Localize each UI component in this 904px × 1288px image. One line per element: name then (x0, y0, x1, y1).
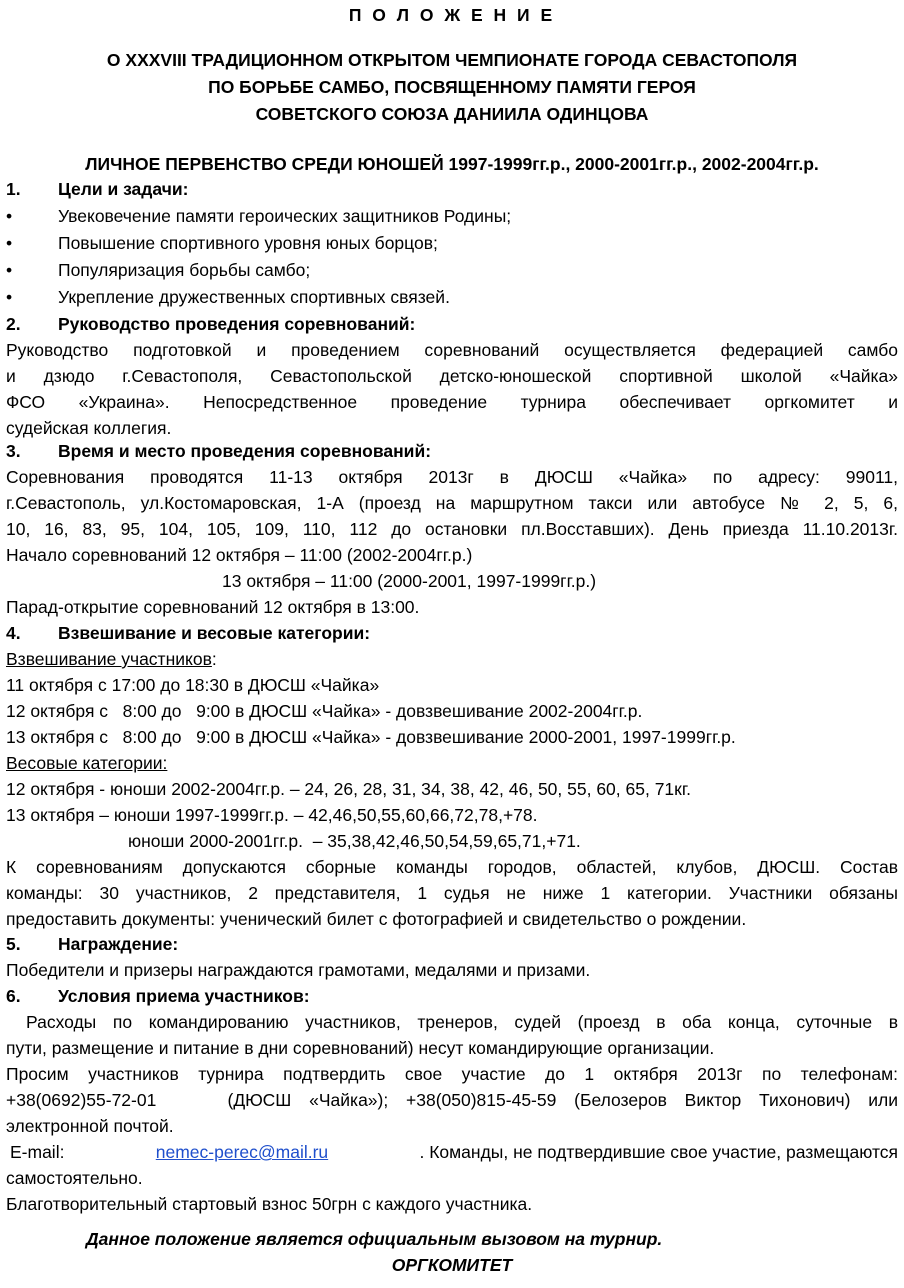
section-6-heading (6, 983, 898, 1009)
section-title: Взвешивание и весовые категории: (58, 623, 371, 643)
weigh-in-line: 13 октября с 8:00 до 9:00 в ДЮСШ «Чайка» - довзвешивание 2000-2001, 1997-1999гг.р. (6, 727, 736, 747)
list-item (6, 230, 898, 256)
weigh-in-line: 11 октября с 17:00 до 18:30 в ДЮСШ «Чайка» (6, 675, 380, 695)
fee-line: Благотворительный стартовый взнос 50грн с каждого участника. (6, 1194, 533, 1214)
paragraph-line: +38(0692)55-72-01 (ДЮСШ «Чайка»); +38(050)815-45-59 (Белозеров Виктор Тихонович) или (6, 1090, 898, 1110)
section-title: Цели и задачи: (58, 179, 189, 199)
list-item (6, 284, 898, 310)
email-prefix: E-mail: (10, 1142, 65, 1162)
list-item-text: Увековечение памяти героических защитников Родины; (58, 206, 512, 226)
weight-category-line: 13 октября – юноши 1997-1999гг.р. – 42,46,50,55,60,66,72,78,+78. (6, 805, 538, 825)
section-title: Руководство проведения соревнований: (58, 314, 416, 334)
bullet-icon: • (6, 206, 13, 226)
section-number: 1. (6, 179, 21, 199)
section-number: 5. (6, 934, 21, 954)
paragraph-line: судейская коллегия. (6, 418, 172, 438)
section-4-heading (6, 620, 898, 646)
email-line (10, 1139, 898, 1165)
weigh-in-line: 12 октября с 8:00 до 9:00 в ДЮСШ «Чайка» - довзвешивание 2002-2004гг.р. (6, 701, 643, 721)
parade-line: Парад-открытие соревнований 12 октября в 13:00. (6, 597, 420, 617)
footer-org: ОРГКОМИТЕТ (391, 1255, 513, 1275)
paragraph-line: 10, 16, 83, 95, 104, 105, 109, 110, 112 до остановки пл.Восставших). День приезда 11.10.2013г. (6, 519, 898, 539)
weight-categories-label: Весовые категории: (6, 753, 168, 773)
section-number: 4. (6, 623, 21, 643)
paragraph-line: К соревнованиям допускаются сборные команды городов, областей, клубов, ДЮСШ. Состав (6, 857, 898, 877)
start-time-line: Начало соревнований 12 октября – 11:00 (2002-2004гг.р.) (6, 545, 473, 565)
weigh-in-label (6, 646, 898, 672)
footer-note: Данное положение является официальным вызовом на турнир. (86, 1229, 663, 1249)
weigh-in-colon: : (211, 649, 217, 669)
paragraph-line: электронной почтой. (6, 1116, 174, 1136)
list-item (6, 203, 898, 229)
paragraph-line: г.Севастополь, ул.Костомаровская, 1-А (проезд на маршрутном такси или автобусе № 2, 5, 6, (6, 493, 898, 513)
list-item-text: Укрепление дружественных спортивных связей. (58, 287, 450, 307)
paragraph-line: команды: 30 участников, 2 представителя, 1 судья не ниже 1 категории. Участники обязаны (6, 883, 898, 903)
weight-category-line: юноши 2000-2001гг.р. – 35,38,42,46,50,54,59,65,71,+71. (128, 831, 581, 851)
section-3-heading (6, 438, 898, 464)
section-number: 3. (6, 441, 21, 461)
email-suffix: . Команды, не подтвердившие свое участие, размещаются (419, 1142, 898, 1162)
paragraph-line: ФСО «Украина». Непосредственное проведение турнира обеспечивает оргкомитет и (6, 392, 898, 412)
start-time-line-2: 13 октября – 11:00 (2000-2001, 1997-1999гг.р.) (222, 571, 597, 591)
section-2-heading (6, 311, 898, 337)
paragraph-line: и дзюдо г.Севастополя, Севастопольской детско-юношеской спортивной школой «Чайка» (6, 366, 898, 386)
list-item-text: Повышение спортивного уровня юных борцов; (58, 233, 438, 253)
bullet-icon: • (6, 233, 13, 253)
bullet-icon: • (6, 287, 13, 307)
subtitle-line-2: ПО БОРЬБЕ САМБО, ПОСВЯЩЕННОМУ ПАМЯТИ ГЕРОЯ (208, 77, 696, 97)
section-title: Условия приема участников: (58, 986, 310, 1006)
weight-category-line: 12 октября - юноши 2002-2004гг.р. – 24, 26, 28, 31, 34, 38, 42, 46, 50, 55, 60, 65, 71кг. (6, 779, 691, 799)
section-title: Награждение: (58, 934, 179, 954)
list-item-text: Популяризация борьбы самбо; (58, 260, 311, 280)
section-number: 2. (6, 314, 21, 334)
list-item (6, 257, 898, 283)
weigh-in-label-text: Взвешивание участников (6, 649, 212, 669)
section-number: 6. (6, 986, 21, 1006)
paragraph-line: Расходы по командированию участников, тренеров, судей (проезд в оба конца, суточные в (26, 1012, 898, 1032)
paragraph-line: самостоятельно. (6, 1168, 143, 1188)
document-page (6, 0, 898, 1288)
paragraph-line: пути, размещение и питание в дни соревнований) несут командирующие организации. (6, 1038, 715, 1058)
section-5-heading (6, 931, 898, 957)
paragraph-line: Победители и призеры награждаются грамотами, медалями и призами. (6, 960, 591, 980)
paragraph-line: предоставить документы: ученический билет с фотографией и свидетельство о рождении. (6, 909, 747, 929)
document-title: П О Л О Ж Е Н И Е (348, 5, 556, 25)
section-1-heading (6, 176, 898, 202)
championship-heading: ЛИЧНОЕ ПЕРВЕНСТВО СРЕДИ ЮНОШЕЙ 1997-1999гг.р., 2000-2001гг.р., 2002-2004гг.р. (85, 154, 819, 174)
section-title: Время и место проведения соревнований: (58, 441, 432, 461)
subtitle-line-1: О XXXVIII ТРАДИЦИОННОМ ОТКРЫТОМ ЧЕМПИОНАТЕ ГОРОДА СЕВАСТОПОЛЯ (106, 50, 798, 70)
paragraph-line: Соревнования проводятся 11-13 октября 2013г в ДЮСШ «Чайка» по адресу: 99011, (6, 467, 898, 487)
paragraph-line: Просим участников турнира подтвердить свое участие до 1 октября 2013г по телефонам: (6, 1064, 898, 1084)
paragraph-line: Руководство подготовкой и проведением соревнований осуществляется федерацией самбо (6, 340, 898, 360)
bullet-icon: • (6, 260, 13, 280)
email-link[interactable]: nemec-perec@mail.ru (155, 1142, 329, 1162)
subtitle-line-3: СОВЕТСКОГО СОЮЗА ДАНИИЛА ОДИНЦОВА (255, 104, 649, 124)
